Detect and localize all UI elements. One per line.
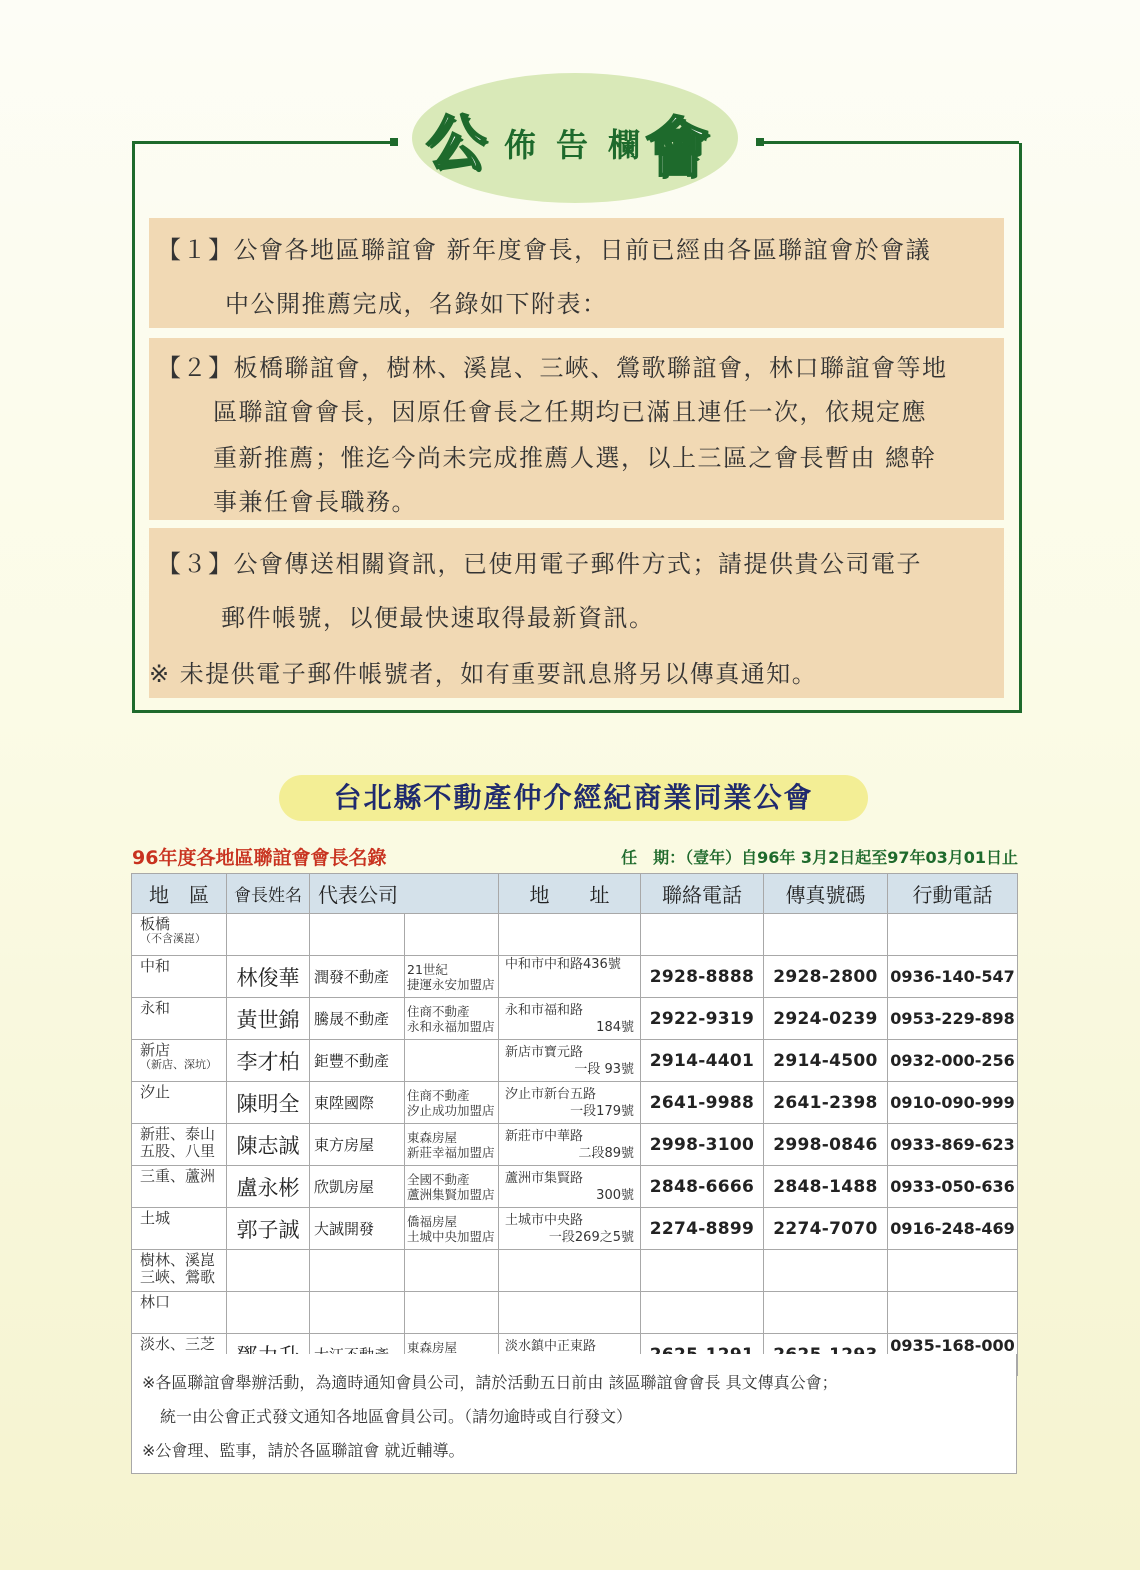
cell-mobile (888, 1292, 1018, 1334)
cell-company: 潤發不動產 (310, 956, 405, 998)
cell-area (132, 1082, 227, 1124)
area-sub: （不含溪崑） (140, 932, 206, 945)
address-line1: 汐止市新台五路 (505, 1086, 597, 1102)
table-row (132, 914, 1018, 956)
board-top-line-right (760, 141, 1019, 144)
table-row (132, 1292, 1018, 1334)
notice-line: 重新推薦；惟迄今尚未完成推薦人選，以上三區之會長暫由 總幹 (213, 444, 937, 472)
cell-phone (641, 914, 764, 956)
cell-address (499, 1124, 641, 1166)
header-company: 代表公司 (310, 874, 499, 914)
cell-address (499, 956, 641, 998)
area-name: 三重、蘆洲 (140, 1167, 216, 1185)
cell-branch (405, 1250, 499, 1292)
branch-brand: 僑福房屋 (407, 1213, 458, 1229)
table-row (132, 1208, 1018, 1250)
cell-mobile (888, 1250, 1018, 1292)
cell-company: 東方房屋 (310, 1124, 405, 1166)
address-line1: 新店市寶元路 (505, 1044, 584, 1060)
cell-fax: 2274-7070 (764, 1208, 888, 1250)
area-name: 中和 (140, 957, 171, 975)
cell-president: 林俊華 (227, 956, 310, 998)
cell-area (132, 1040, 227, 1082)
cell-area (132, 956, 227, 998)
cell-fax: 2928-2800 (764, 956, 888, 998)
notice-line: 中公開推薦完成，名錄如下附表： (225, 290, 608, 318)
branch-store: 蘆洲集賢加盟店 (407, 1186, 495, 1202)
cell-company: 東陞國際 (310, 1082, 405, 1124)
mobile-1: 0936-140-547 (890, 966, 1015, 986)
area-name: 樹林、溪崑 (140, 1251, 216, 1269)
area-name: 新店 (140, 1041, 171, 1059)
area-sub: 三峽、鶯歌 (140, 1268, 216, 1286)
cell-company: 欣凱房屋 (310, 1166, 405, 1208)
cell-phone: 2641-9988 (641, 1082, 764, 1124)
note-line: ※公會理、監事，請於各區聯誼會 就近輔導。 (142, 1441, 465, 1460)
address-line1: 淡水鎮中正東路 (505, 1338, 597, 1354)
table-row (132, 998, 1018, 1040)
cell-phone (641, 1250, 764, 1292)
cell-branch (405, 1292, 499, 1334)
notice-line: ※ 未提供電子郵件帳號者，如有重要訊息將另以傳真通知。 (149, 660, 818, 688)
cell-address (499, 1292, 641, 1334)
branch-brand: 住商不動產 (407, 1003, 470, 1019)
cell-area (132, 1208, 227, 1250)
notice-1 (149, 218, 1004, 328)
table-row (132, 1166, 1018, 1208)
cell-fax: 2848-1488 (764, 1166, 888, 1208)
cell-phone: 2998-3100 (641, 1124, 764, 1166)
area-sub: （新店、深坑） (140, 1058, 217, 1071)
cell-mobile (888, 914, 1018, 956)
branch-brand: 東森房屋 (407, 1339, 458, 1355)
board-title-right: 會 (645, 111, 709, 186)
cell-area (132, 998, 227, 1040)
cell-company: 大誠開發 (310, 1208, 405, 1250)
cell-mobile (888, 1040, 1018, 1082)
list-title: 96年度各地區聯誼會會長名錄 (132, 847, 387, 869)
branch-store: 新莊幸福加盟店 (407, 1144, 495, 1160)
cell-president: 李才柏 (227, 1040, 310, 1082)
cell-company (310, 1292, 405, 1334)
cell-area (132, 1250, 227, 1292)
area-name: 新莊、泰山 (140, 1125, 216, 1143)
header-address: 地 址 (499, 874, 641, 914)
table-header-row (132, 874, 1018, 914)
cell-phone: 2274-8899 (641, 1208, 764, 1250)
branch-store: 捷運永安加盟店 (407, 976, 495, 992)
mobile-1: 0933-869-623 (890, 1134, 1015, 1154)
branch-brand: 全國不動產 (407, 1171, 470, 1187)
mobile-1: 0916-248-469 (890, 1218, 1015, 1238)
cell-address (499, 1208, 641, 1250)
term-text: 任 期：（壹年）自96年 3月2日起至97年03月01日止 (621, 848, 1018, 867)
cell-phone: 2922-9319 (641, 998, 764, 1040)
board-top-line-left (132, 141, 394, 144)
cell-phone (641, 1292, 764, 1334)
cell-president (227, 914, 310, 956)
notice-2 (149, 338, 1004, 520)
cell-mobile (888, 1208, 1018, 1250)
cell-branch (405, 1166, 499, 1208)
cell-phone: 2848-6666 (641, 1166, 764, 1208)
cell-address (499, 1040, 641, 1082)
area-name: 淡水、三芝 (140, 1335, 216, 1353)
cell-address (499, 998, 641, 1040)
address-line2: 一段179號 (570, 1103, 634, 1119)
header-mobile: 行動電話 (888, 874, 1018, 914)
cell-mobile (888, 1124, 1018, 1166)
area-name: 板橋 (140, 915, 171, 933)
address-line2: 一段269之5號 (548, 1229, 634, 1245)
cell-branch (405, 1082, 499, 1124)
header-name: 會長姓名 (227, 874, 310, 914)
cell-company: 騰晟不動產 (310, 998, 405, 1040)
address-line2: 184號 (596, 1019, 634, 1035)
branch-brand: 21世紀 (407, 961, 448, 977)
branch-store: 永和永福加盟店 (407, 1018, 495, 1034)
cell-branch (405, 998, 499, 1040)
cell-branch (405, 956, 499, 998)
area-name: 土城 (140, 1209, 171, 1227)
cell-fax: 2641-2398 (764, 1082, 888, 1124)
mobile-1: 0953-229-898 (890, 1008, 1015, 1028)
cell-mobile (888, 956, 1018, 998)
note-line: 統一由公會正式發文通知各地區會員公司。（請勿逾時或自行發文） (160, 1407, 633, 1426)
mobile-1: 0933-050-636 (890, 1176, 1015, 1196)
address-line1: 蘆洲市集賢路 (505, 1170, 584, 1186)
cell-fax (764, 1292, 888, 1334)
cell-fax: 2914-4500 (764, 1040, 888, 1082)
table-row (132, 1250, 1018, 1292)
board-title-middle: 佈告欄 (504, 126, 661, 164)
cell-branch (405, 1124, 499, 1166)
branch-store: 土城中央加盟店 (407, 1228, 495, 1244)
cell-address (499, 914, 641, 956)
cell-mobile (888, 1166, 1018, 1208)
cell-company: 鉅豐不動產 (310, 1040, 405, 1082)
cell-area (132, 1124, 227, 1166)
mobile-1: 0910-090-999 (890, 1092, 1015, 1112)
branch-store: 汐止成功加盟店 (407, 1102, 495, 1118)
header-fax: 傳真號碼 (764, 874, 888, 914)
address-line1: 永和市福和路 (505, 1002, 584, 1018)
cell-mobile (888, 1082, 1018, 1124)
area-name: 汐止 (140, 1083, 171, 1101)
address-line1: 土城市中央路 (505, 1212, 584, 1228)
address-line2: 300號 (596, 1187, 634, 1203)
board-title-left: 公 (426, 109, 486, 179)
area-sub: 五股、八里 (140, 1142, 216, 1160)
notice-line: 區聯誼會會長，因原任會長之任期均已滿且連任一次，依規定應 (213, 398, 927, 426)
cell-branch (405, 1208, 499, 1250)
cell-fax: 2998-0846 (764, 1124, 888, 1166)
address-line2: 一段 93號 (574, 1061, 634, 1077)
cell-president: 盧永彬 (227, 1166, 310, 1208)
cell-president: 郭子誠 (227, 1208, 310, 1250)
cell-company (310, 914, 405, 956)
cell-president (227, 1292, 310, 1334)
cell-president (227, 1250, 310, 1292)
cell-address (499, 1250, 641, 1292)
cell-branch (405, 914, 499, 956)
cell-president: 陳明全 (227, 1082, 310, 1124)
table-notes (131, 1354, 1017, 1474)
table-row (132, 956, 1018, 998)
cell-address (499, 1166, 641, 1208)
header-phone: 聯絡電話 (641, 874, 764, 914)
cell-fax: 2924-0239 (764, 998, 888, 1040)
table-row (132, 1082, 1018, 1124)
table-row (132, 1040, 1018, 1082)
address-line1: 新莊市中華路 (505, 1128, 584, 1144)
cell-area (132, 914, 227, 956)
branch-brand: 東森房屋 (407, 1129, 458, 1145)
branch-brand: 住商不動產 (407, 1087, 470, 1103)
note-line: ※各區聯誼會舉辦活動，為適時通知會員公司，請於活動五日前由 該區聯誼會會長 具文傳真公會； (142, 1373, 838, 1392)
cell-mobile (888, 998, 1018, 1040)
area-name: 林口 (140, 1293, 171, 1311)
cell-company (310, 1250, 405, 1292)
header-area: 地 區 (132, 874, 227, 914)
president-table (131, 873, 1018, 1376)
notice-3 (149, 528, 1004, 698)
cell-president: 陳志誠 (227, 1124, 310, 1166)
mobile-1: 0935-168-000 (890, 1335, 1015, 1355)
notice-line: 【２】板橋聯誼會，樹林、溪崑、三峽、鶯歌聯誼會，林口聯誼會等地 (157, 354, 948, 382)
area-name: 永和 (140, 999, 171, 1017)
address-line1: 中和市中和路436號 (505, 957, 621, 972)
cell-area (132, 1166, 227, 1208)
notice-line: 【１】公會各地區聯誼會 新年度會長，日前已經由各區聯誼會於會議 (157, 236, 932, 264)
notice-line: 郵件帳號，以便最快速取得最新資訊。 (221, 604, 655, 632)
cell-address (499, 1082, 641, 1124)
cell-president: 黃世錦 (227, 998, 310, 1040)
table-row (132, 1124, 1018, 1166)
cell-area (132, 1292, 227, 1334)
cell-phone: 2914-4401 (641, 1040, 764, 1082)
association-title: 台北縣不動產仲介經紀商業同業公會 (333, 781, 814, 814)
notice-line: 事兼任會長職務。 (213, 488, 417, 516)
cell-branch (405, 1040, 499, 1082)
notice-line: 【３】公會傳送相關資訊，已使用電子郵件方式；請提供貴公司電子 (157, 550, 922, 578)
address-line2: 二段89號 (578, 1145, 634, 1161)
cell-phone: 2928-8888 (641, 956, 764, 998)
cell-fax (764, 914, 888, 956)
cell-fax (764, 1250, 888, 1292)
mobile-1: 0932-000-256 (890, 1050, 1015, 1070)
